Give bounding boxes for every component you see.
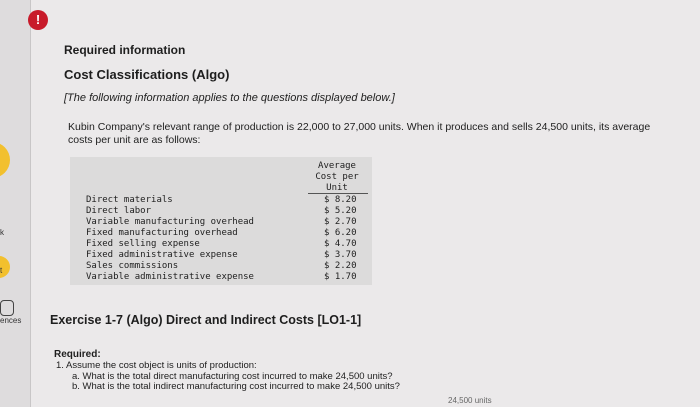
- progress-indicator: [0, 142, 10, 178]
- row-label: Sales commissions: [86, 261, 179, 271]
- header-divider: [308, 193, 368, 194]
- section-title: Cost Classifications (Algo): [64, 67, 230, 82]
- row-value: $ 5.20: [324, 206, 357, 216]
- header-line-cost-per: Cost per: [315, 172, 359, 182]
- row-value: $ 1.70: [324, 272, 357, 282]
- row-label: Direct materials: [86, 195, 173, 205]
- references-label[interactable]: ences: [0, 316, 22, 325]
- row-label: Direct labor: [86, 206, 152, 216]
- row-value: $ 8.20: [324, 195, 357, 205]
- sidebar-text-t: t: [0, 266, 3, 275]
- row-value: $ 2.70: [324, 217, 357, 227]
- header-line-unit: Unit: [326, 183, 348, 193]
- required-item-1a: a. What is the total direct manufacturing cost incurred to make 24,500 units?: [72, 371, 393, 382]
- required-item-1: 1. Assume the cost object is units of production:: [56, 360, 257, 371]
- required-item-1b: b. What is the total indirect manufacturing cost incurred to make 24,500 units?: [72, 381, 400, 392]
- info-note: [The following information applies to the questions displayed below.]: [64, 92, 395, 104]
- exercise-title: Exercise 1-7 (Algo) Direct and Indirect Costs [LO1-1]: [50, 313, 362, 327]
- cost-table-header: [309, 161, 365, 194]
- required-information-title: Required information: [64, 43, 186, 57]
- row-label: Variable manufacturing overhead: [86, 217, 254, 227]
- row-label: Variable administrative expense: [86, 272, 254, 282]
- row-value: $ 2.20: [324, 261, 357, 271]
- references-icon[interactable]: [0, 300, 14, 316]
- alert-icon: !: [28, 10, 48, 30]
- header-line-average: Average: [318, 161, 356, 171]
- required-label: Required:: [54, 349, 101, 360]
- intro-paragraph: Kubin Company's relevant range of production is 22,000 to 27,000 units. When it produces and sells 24,500 units, its average costs per unit are as follows:: [68, 121, 651, 146]
- row-label: Fixed manufacturing overhead: [86, 228, 238, 238]
- left-sidebar: [0, 0, 31, 407]
- row-value: $ 6.20: [324, 228, 357, 238]
- sidebar-text-k: k: [0, 228, 4, 237]
- row-label: Fixed administrative expense: [86, 250, 238, 260]
- row-label: Fixed selling expense: [86, 239, 200, 249]
- row-value: $ 4.70: [324, 239, 357, 249]
- cutoff-answer-text: 24,500 units: [448, 396, 492, 405]
- row-value: $ 3.70: [324, 250, 357, 260]
